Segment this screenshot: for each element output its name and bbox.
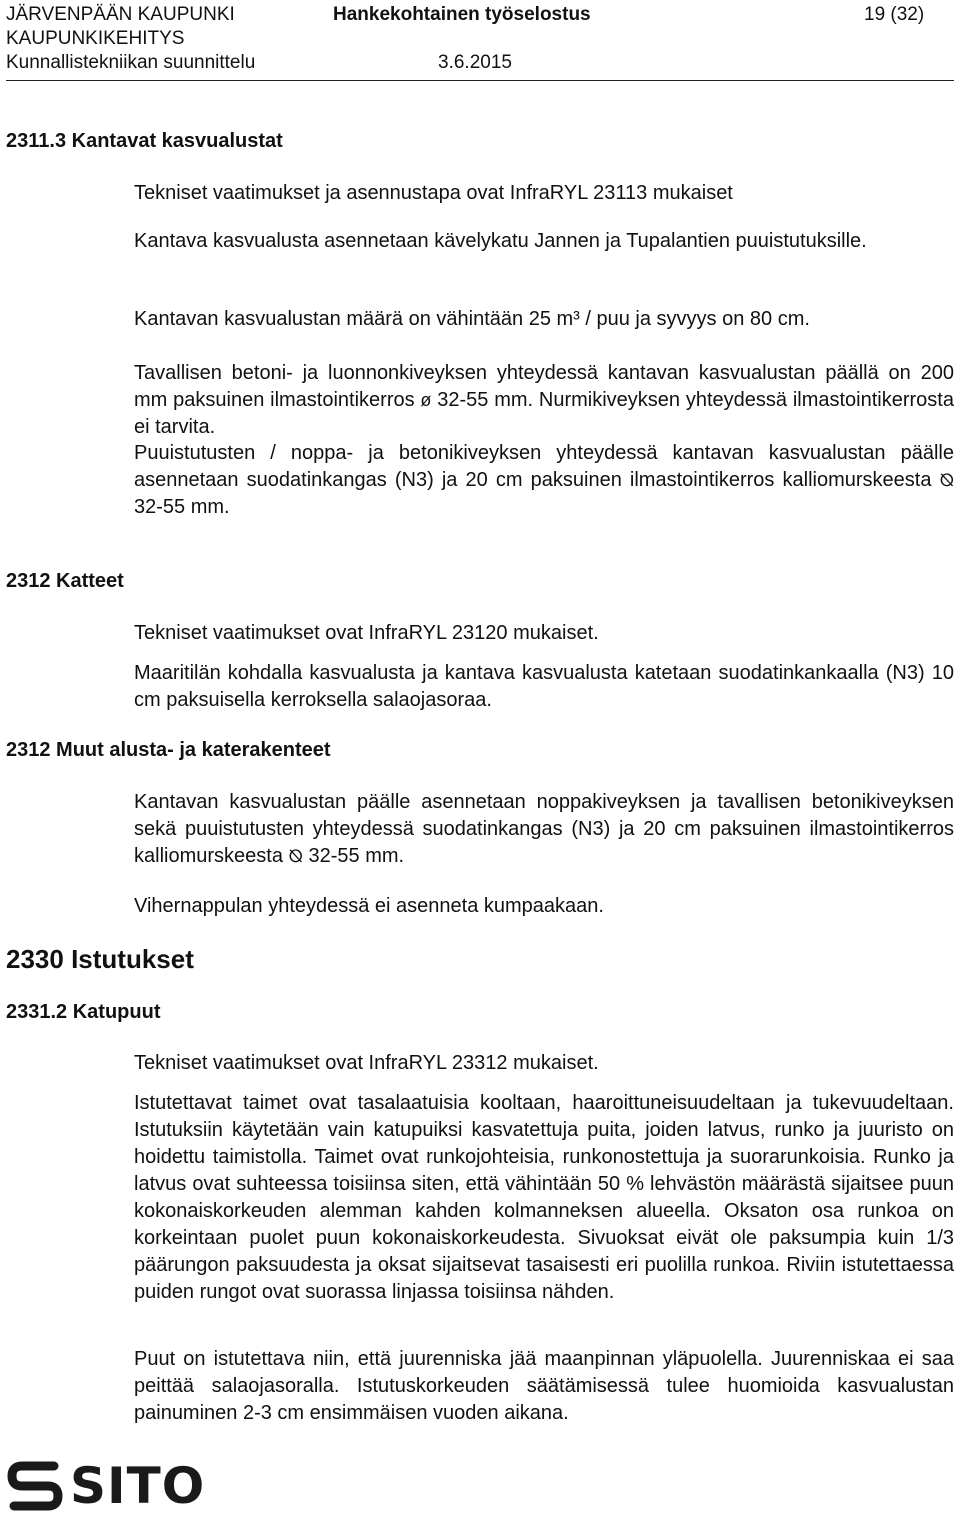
paragraph-2312-muut-1-text-b: 32-55 mm. xyxy=(308,845,405,867)
header-document-title: Hankekohtainen työselostus xyxy=(333,4,591,25)
heading-2311-3: 2311.3 Kantavat kasvualustat xyxy=(6,130,283,152)
heading-2312-katteet: 2312 Katteet xyxy=(6,570,124,592)
paragraph-2311-3-2: Kantava kasvualusta asennetaan kävelykatu Jannen ja Tupalantien puuistutuksille. xyxy=(134,230,867,252)
header-department: KAUPUNKIKEHITYS xyxy=(6,28,185,49)
heading-2331-2-katupuut: 2331.2 Katupuut xyxy=(6,1001,161,1023)
paragraph-2312-muut-1 xyxy=(134,789,954,870)
heading-2330-istutukset: 2330 Istutukset xyxy=(6,944,194,974)
diameter-symbol-icon: ø xyxy=(420,390,432,410)
sito-logo-icon xyxy=(6,1458,64,1514)
paragraph-2311-3-4 xyxy=(134,360,954,441)
paragraph-2312-katteet-2: Maaritilän kohdalla kasvualusta ja kantava kasvualusta katetaan suodatinkankaalla (N3) 10 cm paksuisella kerroksella salaojasoraa. xyxy=(134,662,954,711)
paragraph-2311-3-3: Kantavan kasvualustan määrä on vähintään 25 m³ / puu ja syvyys on 80 cm. xyxy=(134,308,810,330)
paragraph-2311-3-4-text-a: Tavallisen betoni- ja luonnonkiveyksen yhteydessä kantavan kasvualustan päällä on 200 mm paksuinen ilmastointikerros xyxy=(134,362,954,411)
paragraph-2331-2-1: Tekniset vaatimukset ovat InfraRYL 23312 mukaiset. xyxy=(134,1052,599,1074)
paragraph-2311-3-4-text-b: 32-55 mm. Nurmikiveyksen yhteydessä ilmastointikerrosta ei tarvita. xyxy=(134,389,954,438)
sito-logo-text: SITO xyxy=(70,1457,206,1515)
sito-logo xyxy=(6,1457,206,1515)
paragraph-2311-3-5 xyxy=(134,440,954,521)
header-date: 3.6.2015 xyxy=(438,52,512,73)
paragraph-2331-2-3: Puut on istutettava niin, että juurenniska jää maanpinnan yläpuolella. Juurenniskaa ei saa peittää salaojasoralla. Istutuskorkeuden säätämisessä tulee huomioida kasvualustan painuminen 2-3 cm ensimmäisen vuoden aikana. xyxy=(134,1348,954,1424)
header-page-number: 19 (32) xyxy=(864,4,925,25)
heading-2312-muut: 2312 Muut alusta- ja katerakenteet xyxy=(6,739,331,761)
header-divider xyxy=(6,80,954,81)
paragraph-2331-2-2: Istutettavat taimet ovat tasalaatuisia kooltaan, haaroittuneisuudeltaan ja tukevuudeltaan. Istutuksiin käytetään vain katupuiksi kasvatettuja puita, joiden latvus, runko ja juuristo on hoidettu taimistolla. Taimet ovat runkojohteisia, runkonostettuja ja suorarunkoisia. Runko ja latvus ovat suhteessa toisiinsa siten, että vähintään 50 % lehvästön määrästä sijaitsee puun kokonaiskorkeuden alemman kahden kolmanneksen alueella. Oksaton osa runkoa on korkeintaan puolet puun kokonaiskorkeudesta. Sivuoksat eivät ole paksumpia kuin 1/3 päärungon paksuudesta ja oksat sijaitsevat tasaisesti eri puolilla runkoa. Riviin istutettaessa puiden rungot ovat suorassa linjassa toisiinsa nähden. xyxy=(134,1092,954,1303)
paragraph-2311-3-5-text-a: Puuistutusten / noppa- ja betonikiveyksen yhteydessä kantavan kasvualustan päälle asennetaan suodatinkangas (N3) ja 20 cm paksuinen ilmastointikerros kalliomurskeesta xyxy=(134,442,954,491)
paragraph-2312-muut-1-text-a: Kantavan kasvualustan päälle asennetaan noppakiveyksen ja tavallisen betonikiveyksen sekä puuistutusten yhteydessä suodatinkangas (N3) ja 20 cm paksuinen ilmastointikerros kalliomurskeesta xyxy=(134,791,954,867)
paragraph-2311-3-1: Tekniset vaatimukset ja asennustapa ovat InfraRYL 23113 mukaiset xyxy=(134,182,733,204)
diameter-symbol-icon: ⦰ xyxy=(288,846,303,866)
paragraph-2311-3-5-text-b: 32-55 mm. xyxy=(134,496,230,518)
header-organization: JÄRVENPÄÄN KAUPUNKI xyxy=(6,4,235,25)
paragraph-2312-muut-2: Vihernappulan yhteydessä ei asenneta kumpaakaan. xyxy=(134,895,604,917)
header-unit: Kunnallistekniikan suunnittelu xyxy=(6,52,256,73)
diameter-symbol-icon: ⦰ xyxy=(939,470,954,490)
paragraph-2312-katteet-1: Tekniset vaatimukset ovat InfraRYL 23120 mukaiset. xyxy=(134,622,599,644)
